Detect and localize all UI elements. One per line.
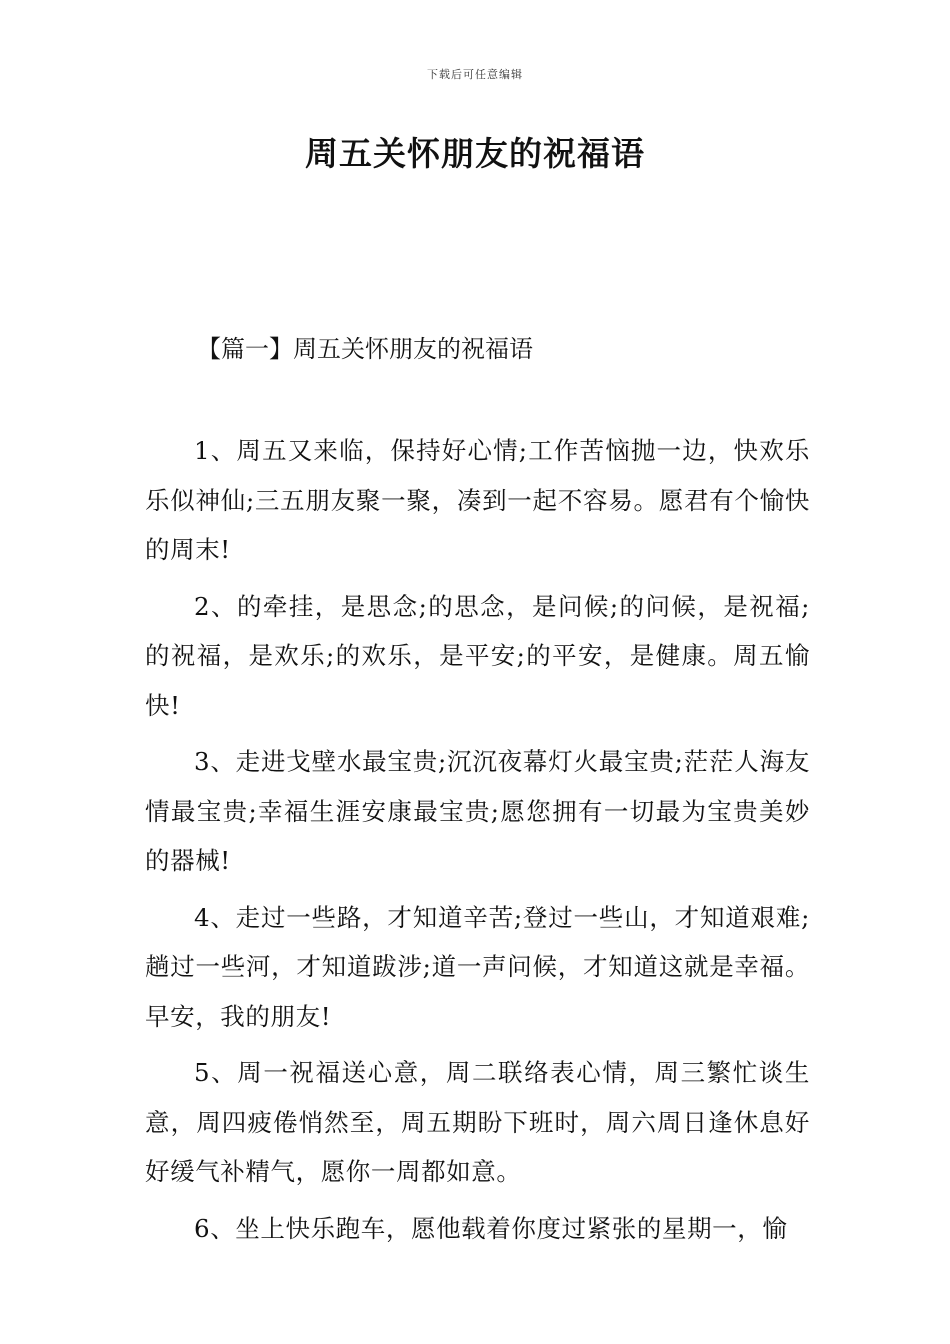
page-header-note: 下载后可任意编辑 bbox=[427, 68, 523, 81]
document-title: 周五关怀朋友的祝福语 bbox=[305, 134, 645, 173]
paragraph-1: 1、周五又来临，保持好心情;工作苦恼抛一边，快欢乐乐似神仙;三五朋友聚一聚，凑到一起不容易。愿君有个愉快的周末! bbox=[145, 436, 810, 564]
paragraph-3: 3、走进戈壁水最宝贵;沉沉夜幕灯火最宝贵;茫茫人海友情最宝贵;幸福生涯安康最宝贵;愿您拥有一切最为宝贵美妙的器械! bbox=[145, 747, 810, 875]
paragraph-4: 4、走过一些路，才知道辛苦;登过一些山，才知道艰难;趟过一些河，才知道跋涉;道一声问候，才知道这就是幸福。早安，我的朋友! bbox=[145, 902, 810, 1031]
paragraph-2: 2、的牵挂，是思念;的思念，是问候;的问候，是祝福;的祝福，是欢乐;的欢乐，是平安;的平安，是健康。周五愉快! bbox=[145, 591, 810, 720]
document-body bbox=[145, 426, 810, 1260]
paragraph-5: 5、周一祝福送心意，周二联络表心情，周三繁忙谈生意，周四疲倦悄然至，周五期盼下班时，周六周日逢休息好好缓气补精气，愿你一周都如意。 bbox=[145, 1058, 810, 1186]
section-heading: 【篇一】周五关怀朋友的祝福语 bbox=[197, 335, 533, 363]
paragraph-6: 6、坐上快乐跑车，愿他载着你度过紧张的星期一，愉 bbox=[194, 1213, 788, 1243]
